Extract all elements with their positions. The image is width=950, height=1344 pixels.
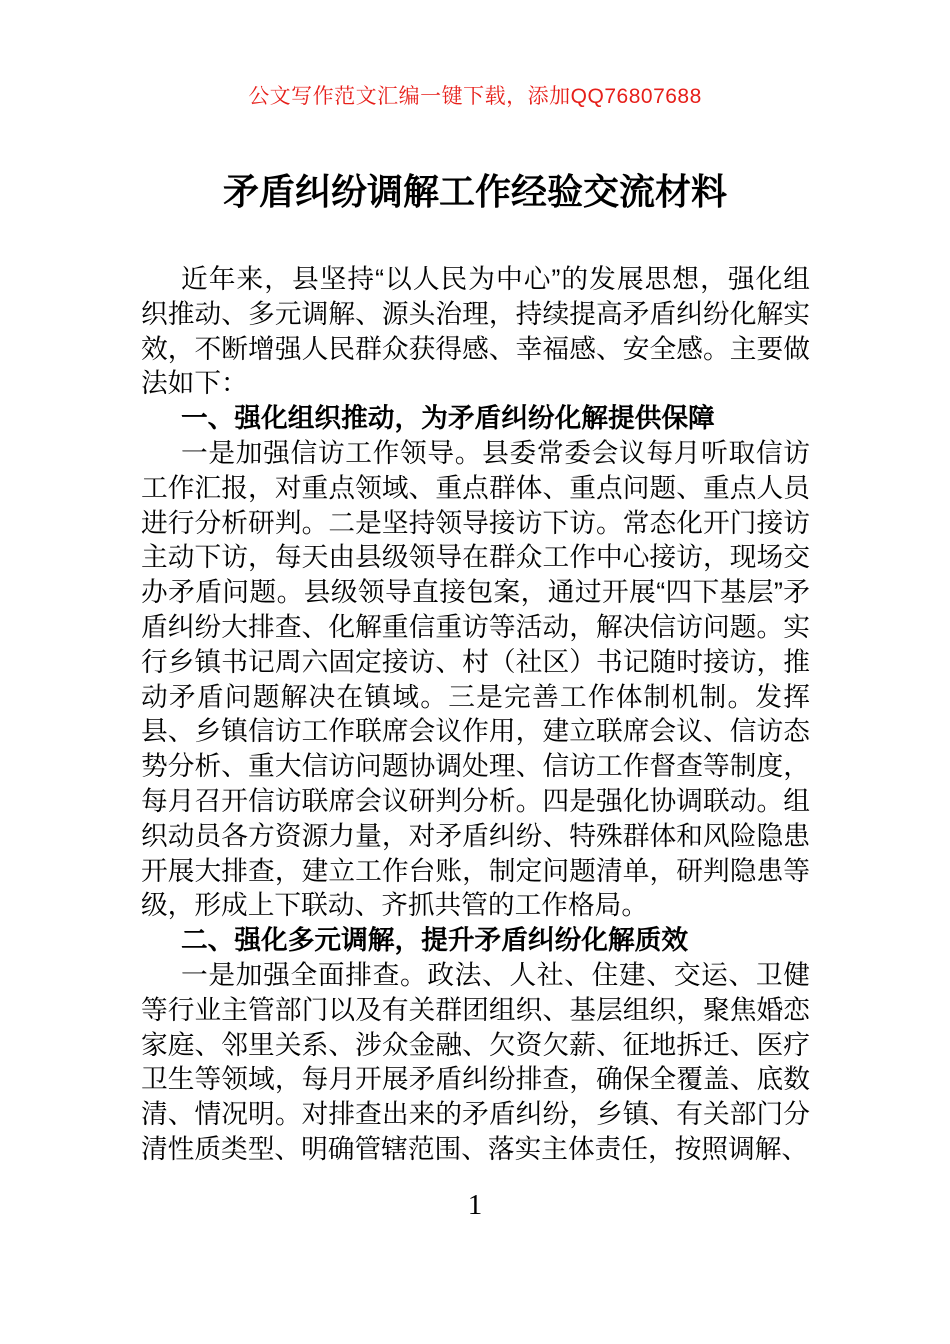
document-title: 矛盾纠纷调解工作经验交流材料 xyxy=(222,171,727,212)
body-paragraph: 近年来，县坚持“以人民为中心”的发展思想，强化组织推动、多元调解、源头治理，持续提高矛盾纠纷化解实效，不断增强人民群众获得感、幸福感、安全感。主要做法如下： xyxy=(141,264,810,399)
page-number: 1 xyxy=(467,1189,483,1221)
section-heading: 一、强化组织推动，为矛盾纠纷化解提供保障 xyxy=(181,403,715,434)
body-paragraph: 一是加强信访工作领导。县委常委会议每月听取信访工作汇报，对重点领域、重点群体、重点问题、重点人员进行分析研判。二是坚持领导接访下访。常态化开门接访主动下访，每天由县级领导在群众工作中心接访，现场交办矛盾问题。县级领导直接包案，通过开展“四下基层”矛盾纠纷大排查、化解重信重访等活动，解决信访问题。实行乡镇书记周六固定接访、村（社区）书记随时接访，推动矛盾问题解决在镇域。三是完善工作体制机制。发挥县、乡镇信访工作联席会议作用，建立联席会议、信访态势分析、重大信访问题协调处理、信访工作督查等制度，每月召开信访联席会议研判分析。四是强化协调联动。组织动员各方资源力量，对矛盾纠纷、特殊群体和风险隐患开展大排查，建立工作台账，制定问题清单，研判隐患等级，形成上下联动、齐抓共管的工作格局。 xyxy=(141,437,810,921)
body-paragraph: 一是加强全面排查。政法、人社、住建、交运、卫健等行业主管部门以及有关群团组织、基层组织，聚焦婚恋家庭、邻里关系、涉众金融、欠资欠薪、征地拆迁、医疗卫生等领域，每月开展矛盾纠纷排查，确保全覆盖、底数清、情况明。对排查出来的矛盾纠纷，乡镇、有关部门分清性质类型、明确管辖范围、落实主体责任，按照调解、 xyxy=(141,959,810,1164)
document-body xyxy=(141,262,810,1167)
promo-header-text: 公文写作范文汇编一键下载，添加QQ76807688 xyxy=(248,85,702,108)
section-heading: 二、强化多元调解，提升矛盾纠纷化解质效 xyxy=(181,925,689,956)
